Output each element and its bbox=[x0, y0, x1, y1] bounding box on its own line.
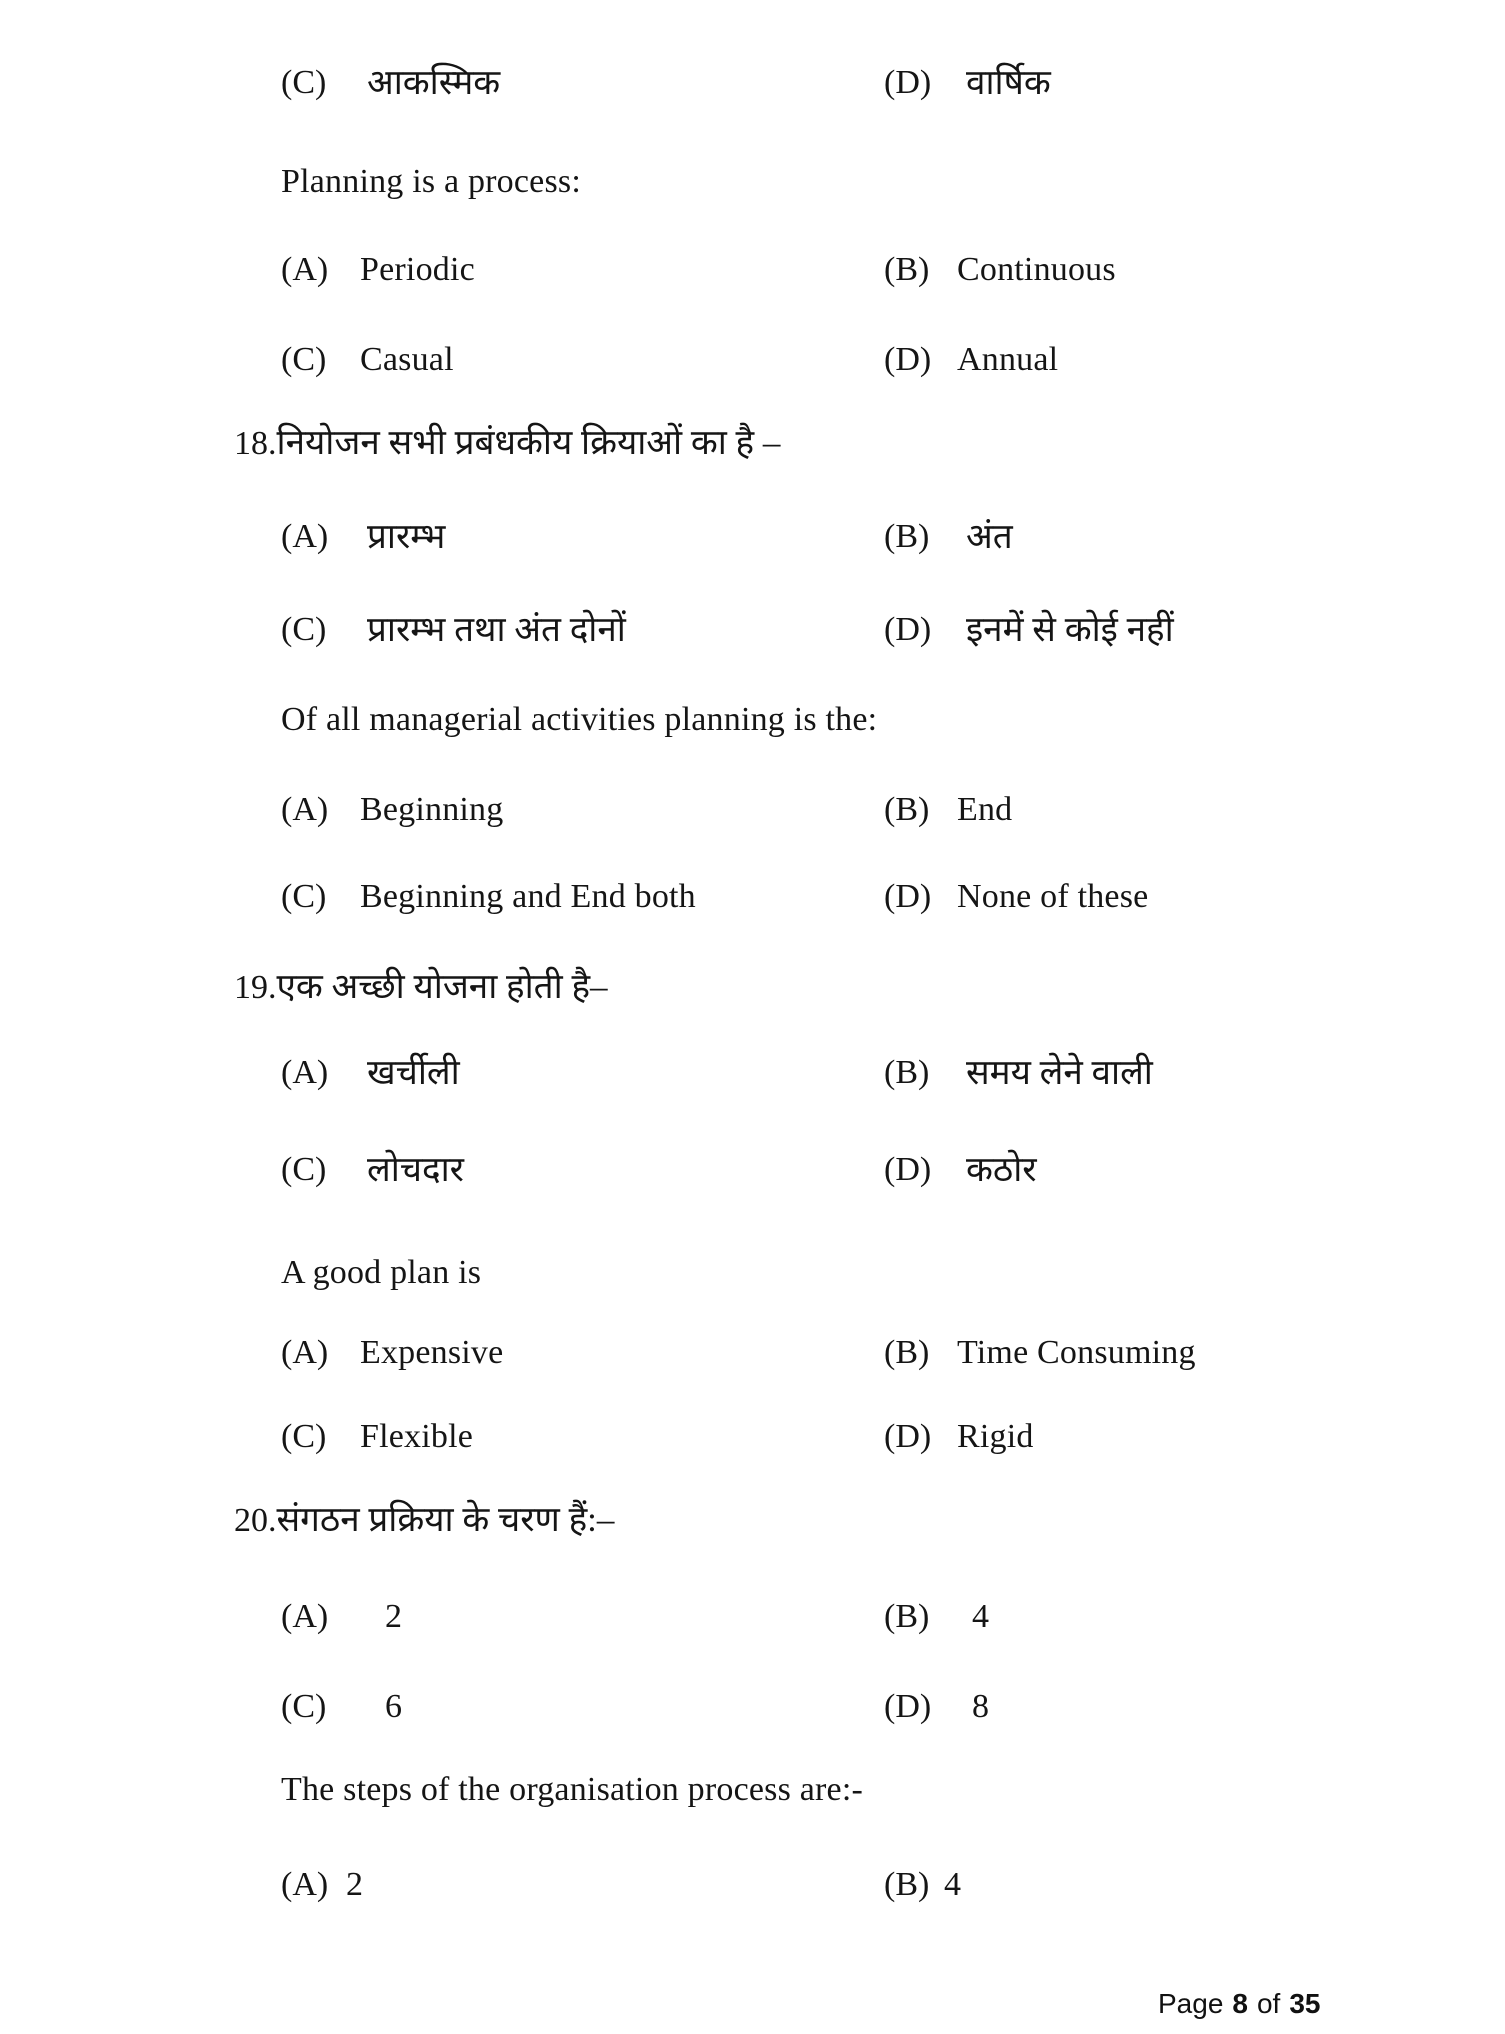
options-row bbox=[0, 1687, 1505, 1735]
option-text: Periodic bbox=[360, 251, 475, 288]
option-label: (C) bbox=[281, 1688, 327, 1725]
option-text: Casual bbox=[360, 341, 454, 378]
option-label: (D) bbox=[884, 1688, 932, 1725]
question-number: 20. bbox=[234, 1502, 277, 1539]
question-line bbox=[234, 1500, 614, 1540]
question-row bbox=[0, 1500, 1505, 1548]
option-text: आकस्मिक bbox=[367, 63, 501, 102]
option-text: Continuous bbox=[957, 251, 1116, 288]
option-label: (D) bbox=[884, 1418, 932, 1455]
question-text: संगठन प्रक्रिया के चरण हैं:– bbox=[276, 1500, 615, 1539]
option-text: 4 bbox=[972, 1598, 990, 1635]
option-text: Time Consuming bbox=[957, 1334, 1196, 1371]
option-label: (A) bbox=[281, 791, 329, 828]
option-label: (C) bbox=[281, 341, 327, 378]
option-label: (A) bbox=[281, 518, 329, 555]
option-text: Beginning bbox=[360, 791, 504, 828]
option-text: इनमें से कोई नहीं bbox=[966, 610, 1174, 649]
option-text: खर्चीली bbox=[367, 1053, 460, 1092]
option-text: प्रारम्भ bbox=[367, 517, 446, 556]
option-label: (D) bbox=[884, 341, 932, 378]
option-label: (A) bbox=[281, 1598, 329, 1635]
option-text: कठोर bbox=[966, 1150, 1037, 1189]
option-label: (C) bbox=[281, 1151, 327, 1188]
question-stem-row bbox=[0, 700, 1505, 748]
option-label: (B) bbox=[884, 791, 930, 828]
options-row bbox=[0, 1053, 1505, 1101]
option-label: (C) bbox=[281, 1418, 327, 1455]
question-stem-row bbox=[0, 162, 1505, 210]
options-row bbox=[0, 340, 1505, 388]
option-label: (B) bbox=[884, 1054, 930, 1091]
option-label: (A) bbox=[281, 1054, 329, 1091]
options-row bbox=[0, 790, 1505, 838]
option-text: प्रारम्भ तथा अंत दोनों bbox=[367, 610, 626, 649]
question-number: 19. bbox=[234, 969, 277, 1006]
option-text: Beginning and End both bbox=[360, 878, 696, 915]
question-stem: Of all managerial activities planning is the: bbox=[281, 701, 878, 738]
options-row bbox=[0, 63, 1505, 111]
question-stem: The steps of the organisation process are:- bbox=[281, 1771, 864, 1808]
options-row bbox=[0, 1865, 1505, 1913]
option-label: (B) bbox=[884, 251, 930, 288]
option-label: (C) bbox=[281, 64, 327, 101]
question-stem-row bbox=[0, 1253, 1505, 1301]
option-text: अंत bbox=[966, 517, 1013, 556]
option-label: (A) bbox=[281, 251, 329, 288]
option-label: (C) bbox=[281, 878, 327, 915]
option-text: समय लेने वाली bbox=[966, 1053, 1153, 1092]
option-text: None of these bbox=[957, 878, 1149, 915]
option-text: Rigid bbox=[957, 1418, 1034, 1455]
option-label: (D) bbox=[884, 611, 932, 648]
option-label: (D) bbox=[884, 64, 932, 101]
option-label: (B) bbox=[884, 518, 930, 555]
option-text: Annual bbox=[957, 341, 1059, 378]
option-text: 2 bbox=[385, 1598, 403, 1635]
page-footer bbox=[1158, 1988, 1321, 2020]
options-row bbox=[0, 877, 1505, 925]
option-text: लोचदार bbox=[367, 1150, 464, 1189]
question-stem: Planning is a process: bbox=[281, 163, 581, 200]
option-text: Flexible bbox=[360, 1418, 474, 1455]
question-line bbox=[234, 423, 780, 463]
options-row bbox=[0, 1597, 1505, 1645]
footer-total-pages: 35 bbox=[1289, 1988, 1321, 2019]
question-row bbox=[0, 967, 1505, 1015]
question-text: एक अच्छी योजना होती है– bbox=[276, 967, 608, 1006]
question-stem-row bbox=[0, 1770, 1505, 1818]
option-label: (C) bbox=[281, 611, 327, 648]
option-label: (B) bbox=[884, 1334, 930, 1371]
option-text: End bbox=[957, 791, 1013, 828]
option-label: (D) bbox=[884, 878, 932, 915]
option-text: 4 bbox=[944, 1866, 962, 1903]
options-row bbox=[0, 517, 1505, 565]
question-stem: A good plan is bbox=[281, 1254, 482, 1291]
options-row bbox=[0, 1150, 1505, 1198]
question-line bbox=[234, 967, 608, 1007]
footer-page-word: Page bbox=[1158, 1988, 1224, 2019]
options-row bbox=[0, 250, 1505, 298]
option-label: (B) bbox=[884, 1598, 930, 1635]
options-row bbox=[0, 1333, 1505, 1381]
question-text: नियोजन सभी प्रबंधकीय क्रियाओं का है – bbox=[276, 423, 781, 462]
option-label: (A) bbox=[281, 1334, 329, 1371]
question-number: 18. bbox=[234, 425, 277, 462]
options-row bbox=[0, 610, 1505, 658]
option-text: 2 bbox=[346, 1866, 364, 1903]
option-text: Expensive bbox=[360, 1334, 504, 1371]
option-label: (B) bbox=[884, 1866, 930, 1903]
options-row bbox=[0, 1417, 1505, 1465]
option-label: (D) bbox=[884, 1151, 932, 1188]
option-text: वार्षिक bbox=[966, 63, 1051, 102]
option-text: 6 bbox=[385, 1688, 403, 1725]
question-row bbox=[0, 423, 1505, 471]
option-text: 8 bbox=[972, 1688, 990, 1725]
footer-page-number: 8 bbox=[1232, 1988, 1248, 2019]
option-label: (A) bbox=[281, 1866, 329, 1903]
footer-of-word: of bbox=[1256, 1988, 1281, 2019]
